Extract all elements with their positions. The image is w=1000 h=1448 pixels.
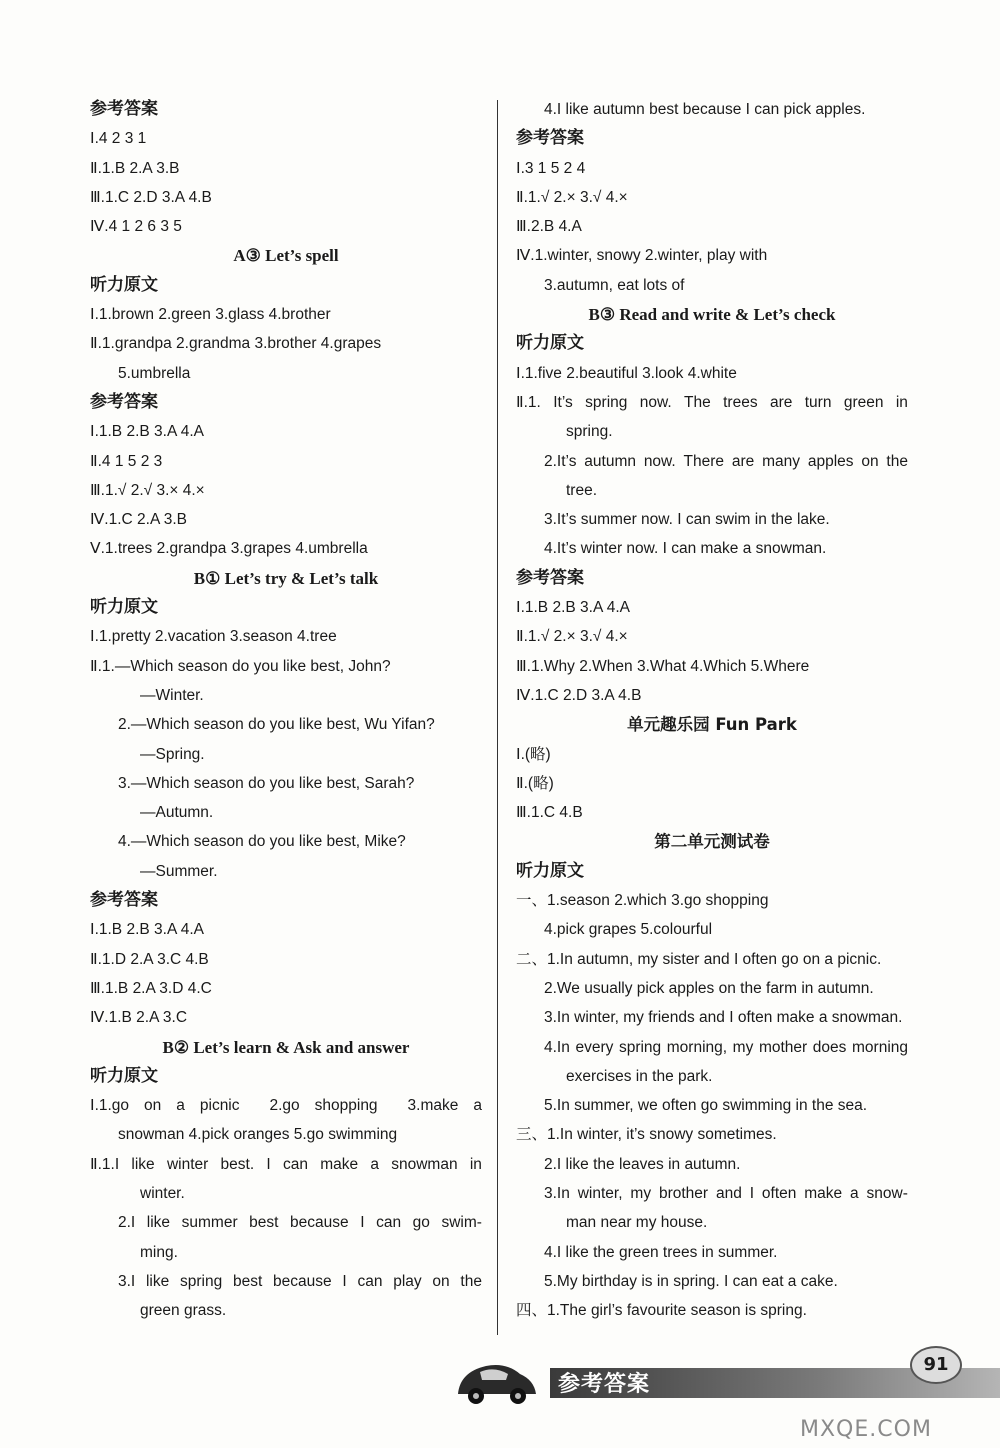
text-line: Ⅱ.1.√ 2.× 3.√ 4.× [516, 628, 628, 646]
text-line: 4.I like the green trees in summer. [544, 1243, 778, 1261]
text-line: Ⅳ.1.B 2.A 3.C [90, 1009, 188, 1027]
text-line: 2.I like summer best because I can go swim- [118, 1214, 482, 1232]
text-line: Ⅱ.1.B 2.A 3.B [90, 159, 180, 177]
section-title: 单元趣乐园 Fun Park [627, 715, 797, 735]
subsection-heading: 参考答案 [516, 567, 584, 588]
text-line: tree. [566, 481, 598, 499]
text-line: 5.My birthday is in spring. I can eat a cake. [544, 1272, 838, 1290]
text-line: 3.—Which season do you like best, Sarah? [118, 774, 415, 792]
text-line: Ⅰ.(略) [516, 745, 551, 763]
text-line: Ⅰ.1.B 2.B 3.A 4.A [516, 599, 631, 617]
text-line: 4.In every spring morning, my mother does morning [544, 1038, 908, 1056]
text-line: Ⅲ.2.B 4.A [516, 218, 582, 236]
text-line: Ⅱ.1.√ 2.× 3.√ 4.× [516, 188, 628, 206]
text-line: ming. [140, 1243, 178, 1261]
text-line: Ⅱ.(略) [516, 774, 554, 792]
text-line: 4.pick grapes 5.colourful [544, 921, 713, 939]
text-line: Ⅱ.1.I like winter best. I can make a snowman in [90, 1155, 482, 1173]
section-title: 第二单元测试卷 [654, 832, 770, 852]
left-column [90, 95, 482, 1325]
text-line: snowman 4.pick oranges 5.go swimming [118, 1126, 398, 1144]
text-line: Ⅱ.4 1 5 2 3 [90, 452, 163, 470]
footer-label: 参考答案 [558, 1372, 651, 1397]
subsection-heading: 听力原文 [516, 333, 584, 354]
text-line: 2.I like the leaves in autumn. [544, 1155, 741, 1173]
text-line: Ⅰ.1.five 2.beautiful 3.look 4.white [516, 364, 737, 382]
section-title: B① Let’s try & Let’s talk [193, 568, 379, 588]
text-line: 二、1.In autumn, my sister and I often go on a picnic. [516, 950, 882, 968]
text-line: —Autumn. [140, 804, 214, 822]
subsection-heading: 参考答案 [90, 99, 158, 119]
text-line: Ⅳ.1.winter, snowy 2.winter, play with [516, 247, 768, 265]
text-line: Ⅱ.1.—Which season do you like best, John? [90, 657, 391, 675]
right-column [516, 95, 908, 1325]
text-line: Ⅴ.1.trees 2.grandpa 3.grapes 4.umbrella [90, 540, 368, 558]
text-line: 3.In winter, my brother and I often make a snow- [544, 1184, 908, 1202]
page-number: 91 [910, 1346, 962, 1384]
text-line: 4.I like autumn best because I can pick apples. [544, 101, 866, 118]
text-line: 5.In summer, we often go swimming in the sea. [544, 1097, 868, 1115]
page-footer [440, 1338, 1000, 1448]
text-line: —Summer. [140, 862, 218, 880]
text-line: Ⅳ.1.C 2.D 3.A 4.B [516, 686, 642, 704]
text-line: Ⅲ.1.√ 2.√ 3.× 4.× [90, 481, 205, 499]
subsection-heading: 参考答案 [90, 890, 158, 911]
text-line: —Winter. [140, 686, 204, 704]
section-title: A③ Let’s spell [233, 246, 339, 266]
section-title: B③ Read and write & Let’s check [588, 305, 836, 325]
text-line: 3.In winter, my friends and I often make a snowman. [544, 1009, 903, 1027]
text-line: 5.umbrella [118, 364, 191, 382]
subsection-heading: 听力原文 [90, 597, 158, 618]
text-line: winter. [140, 1184, 185, 1202]
text-line: 4.It’s winter now. I can make a snowman. [544, 540, 827, 558]
text-line: 2.We usually pick apples on the farm in autumn. [544, 979, 874, 997]
text-line: Ⅰ.1.brown 2.green 3.glass 4.brother [90, 306, 331, 324]
text-line: Ⅳ.1.C 2.A 3.B [90, 511, 188, 529]
text-line: exercises in the park. [566, 1067, 713, 1085]
text-line: Ⅲ.1.C 4.B [516, 804, 583, 822]
subsection-heading: 听力原文 [516, 860, 584, 881]
text-line: Ⅱ.1.D 2.A 3.C 4.B [90, 950, 209, 968]
text-line: man near my house. [566, 1214, 708, 1232]
text-line: 3.I like spring best because I can play on the [118, 1272, 482, 1290]
subsection-heading: 参考答案 [90, 391, 158, 412]
car-icon [450, 1350, 540, 1410]
text-line: Ⅰ.1.pretty 2.vacation 3.season 4.tree [90, 628, 337, 646]
text-line: Ⅲ.1.Why 2.When 3.What 4.Which 5.Where [516, 657, 810, 675]
text-line: 四、1.The girl’s favourite season is spring. [516, 1302, 807, 1320]
text-line: Ⅰ.3 1 5 2 4 [516, 159, 586, 177]
text-line: Ⅰ.4 2 3 1 [90, 130, 147, 148]
text-line: Ⅱ.1. It’s spring now. The trees are turn green in [516, 393, 908, 411]
text-line: —Spring. [140, 745, 205, 763]
column-divider [497, 100, 498, 1335]
text-line: Ⅰ.1.B 2.B 3.A 4.A [90, 921, 205, 939]
text-line: Ⅰ.1.B 2.B 3.A 4.A [90, 423, 205, 441]
text-line: 4.—Which season do you like best, Mike? [118, 833, 406, 851]
text-line: Ⅲ.1.B 2.A 3.D 4.C [90, 979, 212, 997]
section-title: B② Let’s learn & Ask and answer [162, 1037, 410, 1057]
subsection-heading: 听力原文 [90, 274, 158, 295]
watermark: MXQE.COM [800, 1417, 932, 1442]
text-line: 3.autumn, eat lots of [544, 276, 685, 294]
subsection-heading: 听力原文 [90, 1065, 158, 1086]
text-line: 2.—Which season do you like best, Wu Yifan? [118, 716, 435, 734]
text-line: 3.It’s summer now. I can swim in the lake. [544, 511, 830, 529]
text-line: 一、1.season 2.which 3.go shopping [516, 892, 769, 910]
text-line: 2.It’s autumn now. There are many apples on the [544, 452, 908, 470]
text-line: spring. [566, 423, 613, 441]
text-line: Ⅳ.4 1 2 6 3 5 [90, 218, 182, 236]
text-line: Ⅰ.1.go on a picnic 2.go shopping 3.make a [90, 1097, 482, 1115]
text-line: Ⅱ.1.grandpa 2.grandma 3.brother 4.grapes [90, 335, 382, 353]
text-line: Ⅲ.1.C 2.D 3.A 4.B [90, 188, 212, 206]
text-line: green grass. [140, 1302, 227, 1320]
text-line: 三、1.In winter, it’s snowy sometimes. [516, 1126, 777, 1144]
subsection-heading: 参考答案 [516, 128, 584, 149]
